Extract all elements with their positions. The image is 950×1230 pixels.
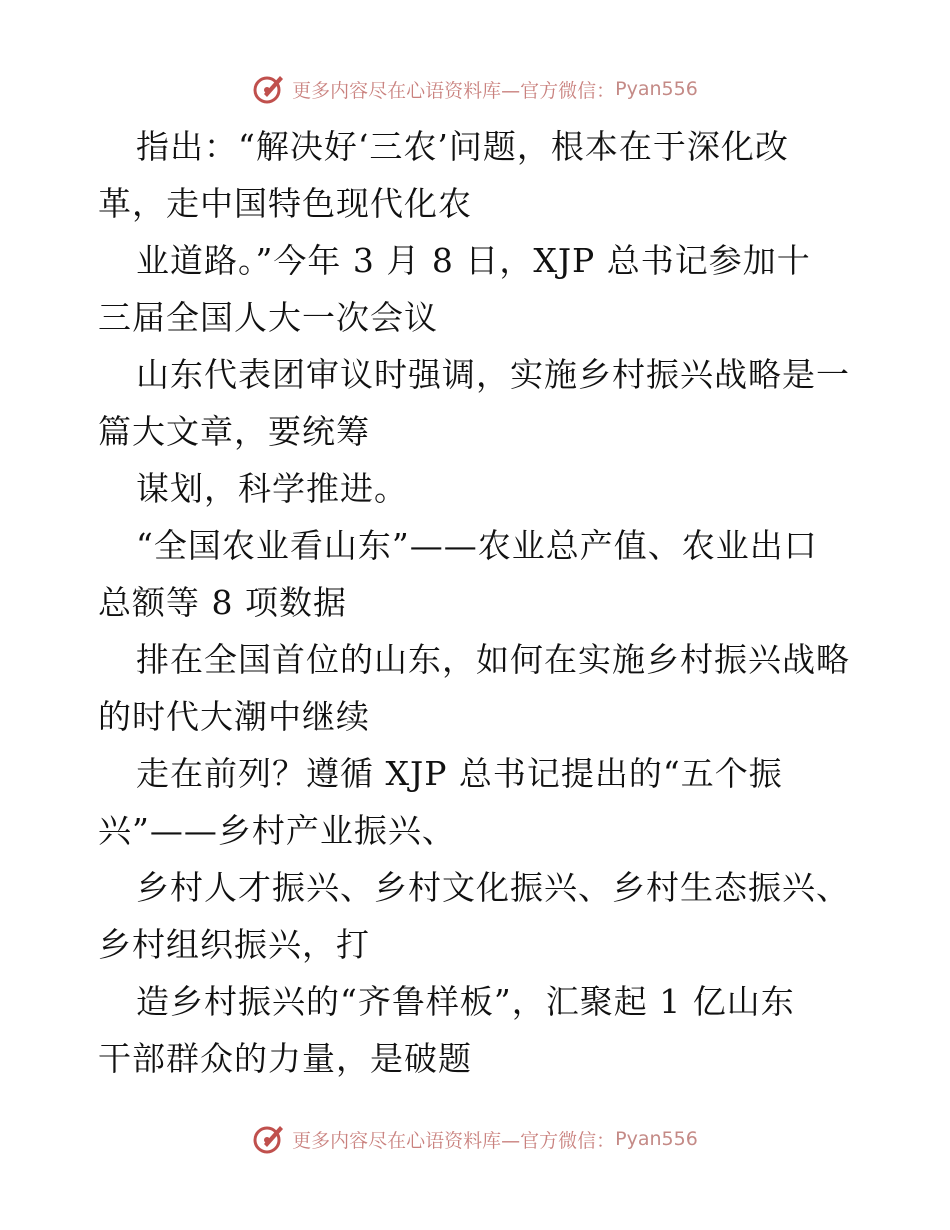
text-line: 乡村组织振兴，打 (98, 925, 370, 964)
text-line: 革，走中国特色现代化农 (98, 184, 472, 223)
watermark-wechat-id: Pyan556 (615, 78, 698, 100)
text-line: 业道路。”今年 3 月 8 日，XJP 总书记参加十 (136, 241, 811, 280)
text-line: 指出：“解决好‘三农’问题，根本在于深化改 (136, 127, 789, 166)
document-body (98, 118, 868, 1087)
pen-logo-icon (252, 1122, 286, 1156)
watermark-text: 更多内容尽在心语资料库—官方微信： (292, 79, 616, 102)
text-line: 排在全国首位的山东，如何在实施乡村振兴战略 (136, 640, 850, 679)
header-watermark (0, 72, 950, 106)
text-line: 篇大文章，要统筹 (98, 412, 370, 451)
text-line: 三届全国人大一次会议 (98, 298, 438, 337)
text-line: “全国农业看山东”——农业总产值、农业出口 (136, 526, 818, 565)
text-line: 干部群众的力量，是破题 (98, 1039, 472, 1078)
text-line: 总额等 8 项数据 (98, 583, 347, 622)
text-line: 兴”——乡村产业振兴、 (98, 811, 456, 850)
watermark-text: 更多内容尽在心语资料库—官方微信： (292, 1129, 616, 1152)
pen-logo-icon (252, 72, 286, 106)
text-line: 造乡村振兴的“齐鲁样板”，汇聚起 1 亿山东 (136, 982, 795, 1021)
watermark-wechat-id: Pyan556 (615, 1128, 698, 1150)
text-line: 走在前列？遵循 XJP 总书记提出的“五个振 (136, 754, 783, 793)
footer-watermark (0, 1122, 950, 1156)
text-line: 谋划，科学推进。 (136, 469, 408, 508)
text-line: 山东代表团审议时强调，实施乡村振兴战略是一 (136, 355, 850, 394)
text-line: 乡村人才振兴、乡村文化振兴、乡村生态振兴、 (136, 868, 850, 907)
text-line: 的时代大潮中继续 (98, 697, 370, 736)
